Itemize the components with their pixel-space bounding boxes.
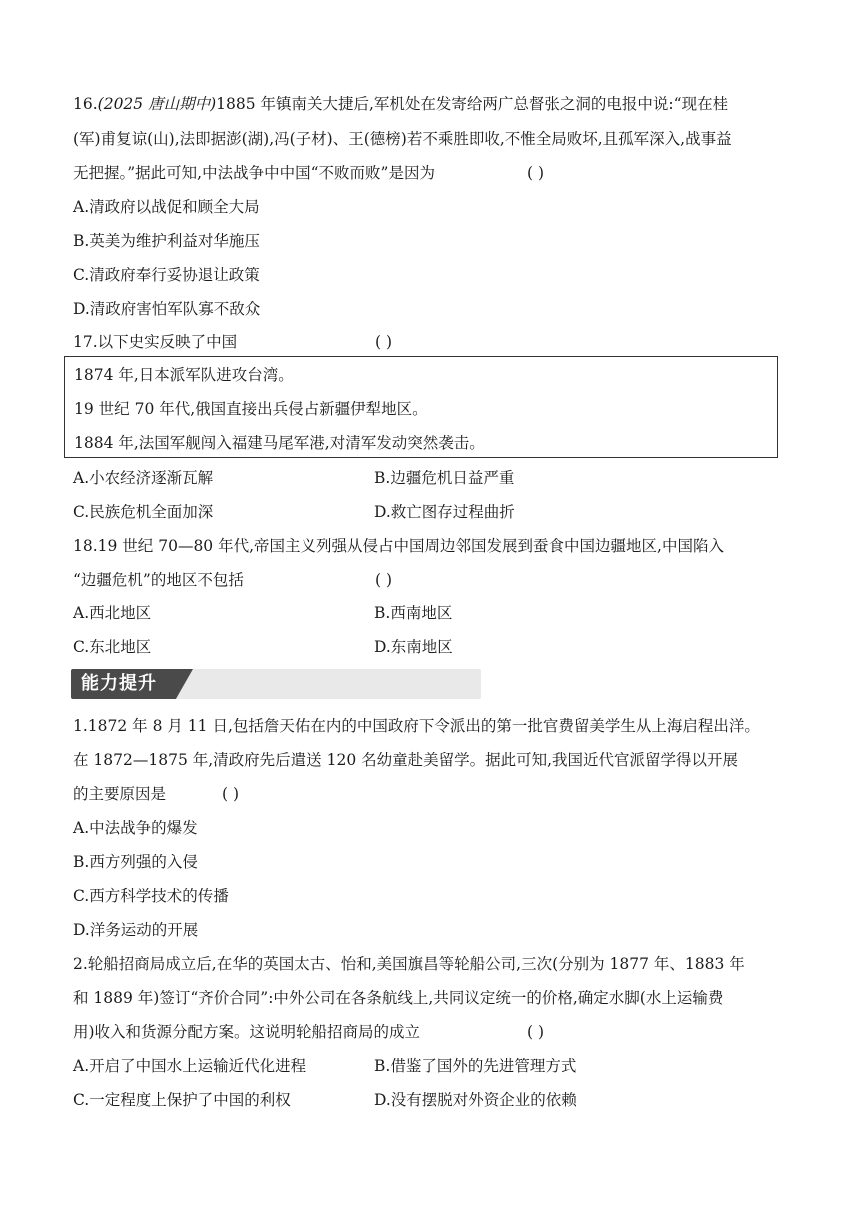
q16-line3: 无把握。”据此可知,中法战争中中国“不败而败”是因为 [73, 164, 435, 182]
p1-line1: 1.1872 年 8 月 11 日,包括詹天佑在内的中国政府下令派出的第一批官费留美学生从上海启程出洋。 [73, 717, 760, 735]
q16-option-d[interactable]: D.清政府害怕军队寡不敌众 [73, 300, 261, 318]
p2-answer-paren[interactable]: ( ) [527, 1023, 545, 1041]
p1-option-c[interactable]: C.西方科学技术的传播 [73, 887, 229, 905]
p2-option-d[interactable]: D.没有摆脱对外资企业的依赖 [374, 1091, 577, 1109]
q17-option-a[interactable]: A.小农经济逐渐瓦解 [73, 469, 214, 487]
p1-line2: 在 1872—1875 年,清政府先后遣送 120 名幼童赴美留学。据此可知,我国近代官派留学得以开展 [73, 751, 739, 769]
p1-option-d[interactable]: D.洋务运动的开展 [73, 921, 199, 939]
section-title: 能力提升 [81, 673, 157, 694]
p1-line3: 的主要原因是 [73, 785, 167, 803]
p2-line2: 和 1889 年)签订“齐价合同”:中外公司在各条航线上,共同议定统一的价格,确定水脚(水上运输费 [73, 989, 724, 1007]
p2-line1: 2.轮船招商局成立后,在华的英国太古、怡和,美国旗昌等轮船公司,三次(分别为 1877 年、1883 年 [73, 955, 745, 973]
q16-line2: (军)甫复谅(山),法即据澎(湖),冯(子材)、王(德榜)若不乘胜即收,不惟全局败坏,且孤军深入,战事益 [73, 130, 732, 148]
section-banner [71, 669, 481, 699]
q16-option-b[interactable]: B.英美为维护利益对华施压 [73, 232, 260, 250]
q16-option-c[interactable]: C.清政府奉行妥协退让政策 [73, 266, 260, 284]
p1-option-a[interactable]: A.中法战争的爆发 [73, 819, 198, 837]
q16-line1: 16.(2025 唐山期中)1885 年镇南关大捷后,军机处在发寄给两广总督张之洞的电报中说:“现在桂 [73, 95, 729, 113]
q17-answer-paren[interactable]: ( ) [375, 333, 393, 351]
q17-material-box [64, 356, 778, 458]
q17-material-2: 19 世纪 70 年代,俄国直接出兵侵占新疆伊犁地区。 [74, 400, 428, 418]
q18-option-c[interactable]: C.东北地区 [73, 638, 152, 656]
p2-option-c[interactable]: C.一定程度上保护了中国的利权 [73, 1091, 291, 1109]
q18-option-a[interactable]: A.西北地区 [73, 604, 152, 622]
q16-option-a[interactable]: A.清政府以战促和顾全大局 [73, 198, 260, 216]
p2-line3: 用)收入和货源分配方案。这说明轮船招商局的成立 [73, 1023, 421, 1041]
q18-line2: “边疆危机”的地区不包括 [73, 571, 244, 589]
q17-material-1: 1874 年,日本派军队进攻台湾。 [74, 366, 294, 384]
q17-option-b[interactable]: B.边疆危机日益严重 [374, 469, 515, 487]
q18-answer-paren[interactable]: ( ) [375, 571, 393, 589]
p2-option-a[interactable]: A.开启了中国水上运输近代化进程 [73, 1057, 307, 1075]
q18-option-b[interactable]: B.西南地区 [374, 604, 453, 622]
q18-option-d[interactable]: D.东南地区 [374, 638, 453, 656]
q16-source: (2025 唐山期中) [97, 95, 217, 113]
q17-material-3: 1884 年,法国军舰闯入福建马尾军港,对清军发动突然袭击。 [74, 434, 485, 452]
q16-answer-paren[interactable]: ( ) [527, 164, 545, 182]
q17-option-c[interactable]: C.民族危机全面加深 [73, 503, 214, 521]
p1-answer-paren[interactable]: ( ) [222, 785, 240, 803]
q16-line1-text: 1885 年镇南关大捷后,军机处在发寄给两广总督张之洞的电报中说:“现在桂 [216, 95, 729, 113]
q17-stem: 17.以下史实反映了中国 [73, 333, 238, 351]
p2-option-b[interactable]: B.借鉴了国外的先进管理方式 [374, 1057, 577, 1075]
q17-option-d[interactable]: D.救亡图存过程曲折 [374, 503, 515, 521]
p1-option-b[interactable]: B.西方列强的入侵 [73, 853, 198, 871]
q18-line1: 18.19 世纪 70—80 年代,帝国主义列强从侵占中国周边邻国发展到蚕食中国边疆地区,中国陷入 [73, 537, 724, 555]
